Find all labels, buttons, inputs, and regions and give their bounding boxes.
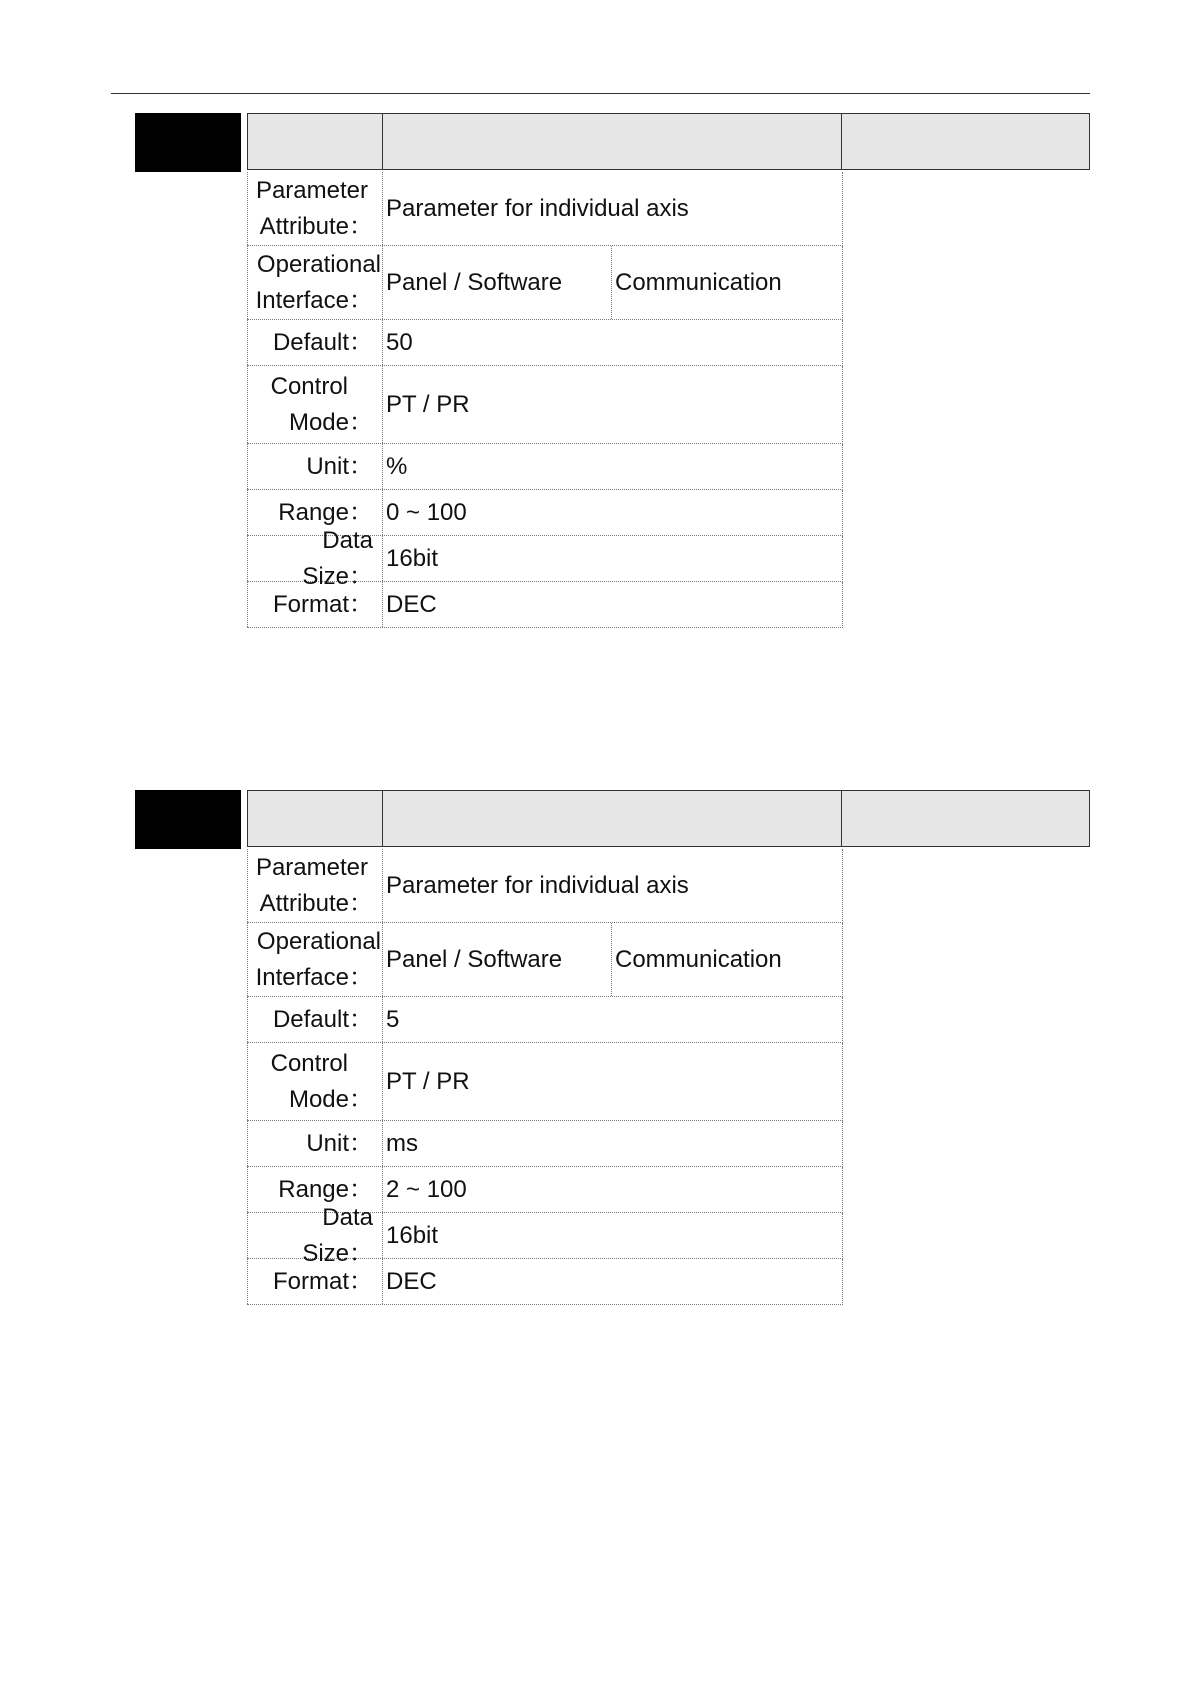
row-value: 5 (386, 1005, 400, 1033)
row-label: Default： (247, 320, 383, 365)
parameter-code-box (135, 113, 241, 172)
row-label (247, 246, 383, 319)
row-value (383, 923, 842, 996)
row-value: 16bit (386, 1221, 439, 1249)
row-value: DEC (386, 1267, 437, 1295)
parameter-table (247, 849, 843, 1305)
interface-panel-software: Panel / Software (383, 923, 612, 996)
row-label: Data Size： (247, 1213, 383, 1258)
header-rule (111, 93, 1090, 94)
row-value (383, 246, 842, 319)
parameter-code-box (135, 790, 241, 849)
header-cell-code (247, 790, 383, 847)
row-label (247, 172, 383, 245)
label-line-1: Parameter (255, 853, 368, 881)
label-line-2: Mode： (288, 1085, 373, 1113)
header-cell-code (247, 113, 383, 170)
row-value: 16bit (386, 544, 439, 572)
row-label (247, 366, 383, 443)
label-line-1: Operational (256, 927, 381, 955)
row-parameter-attribute (247, 172, 843, 246)
row-value: 50 (386, 328, 413, 356)
row-format (247, 582, 843, 628)
label-line-1: Control (270, 1049, 348, 1077)
row-value: PT / PR (386, 390, 470, 418)
interface-communication: Communication (615, 945, 782, 973)
row-parameter-attribute (247, 849, 843, 923)
parameter-block-1 (0, 113, 1190, 673)
row-value: % (386, 452, 408, 480)
label-line-2: Interface： (255, 286, 373, 314)
row-unit (247, 444, 843, 490)
label-line-2: Interface： (255, 963, 373, 991)
row-value: 2 ~ 100 (386, 1175, 467, 1203)
row-label (247, 923, 383, 996)
row-value: ms (386, 1129, 418, 1157)
parameter-block-2 (0, 790, 1190, 1350)
row-control-mode (247, 1043, 843, 1121)
label-line-1: Parameter (255, 176, 368, 204)
row-label: Unit： (247, 1121, 383, 1166)
header-cell-address (841, 113, 1090, 170)
row-operational-interface (247, 923, 843, 997)
row-value: Parameter for individual axis (386, 194, 689, 222)
label-line-2: Mode： (288, 408, 373, 436)
row-default (247, 320, 843, 366)
row-label: Data Size： (247, 536, 383, 581)
row-label: Unit： (247, 444, 383, 489)
row-default (247, 997, 843, 1043)
row-format (247, 1259, 843, 1305)
interface-panel-software: Panel / Software (383, 246, 612, 319)
header-cell-address (841, 790, 1090, 847)
header-cell-name (382, 790, 842, 847)
row-label: Format： (247, 582, 383, 627)
header-cell-name (382, 113, 842, 170)
row-label: Default： (247, 997, 383, 1042)
row-label: Format： (247, 1259, 383, 1304)
row-label (247, 849, 383, 922)
interface-communication: Communication (615, 268, 782, 296)
row-value: PT / PR (386, 1067, 470, 1095)
parameter-table (247, 172, 843, 628)
row-control-mode (247, 366, 843, 444)
row-label: Range： (247, 490, 383, 535)
row-operational-interface (247, 246, 843, 320)
row-label: Range： (247, 1167, 383, 1212)
row-value: Parameter for individual axis (386, 871, 689, 899)
label-line-1: Operational (256, 250, 381, 278)
label-line-2: Attribute： (259, 212, 373, 240)
row-data-size (247, 526, 843, 590)
row-value: 0 ~ 100 (386, 498, 467, 526)
row-unit (247, 1121, 843, 1167)
row-value: DEC (386, 590, 437, 618)
label-line-1: Control (270, 372, 348, 400)
row-label (247, 1043, 383, 1120)
row-data-size (247, 1203, 843, 1267)
label-line-2: Attribute： (259, 889, 373, 917)
